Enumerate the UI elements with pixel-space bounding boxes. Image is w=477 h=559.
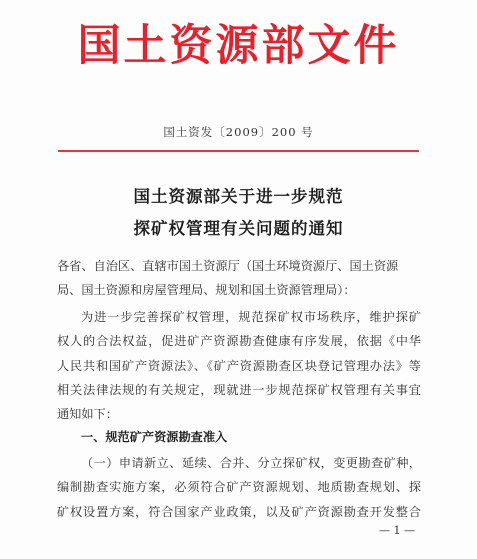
document-number: 国土资发〔2009〕200 号 bbox=[163, 125, 314, 139]
paragraph-line: 编制勘查实施方案，必须符合矿产资源规划、地质勘查规划、探 bbox=[57, 480, 421, 495]
title-line-1: 国土资源部关于进一步规范 bbox=[133, 187, 344, 206]
addressee-block bbox=[57, 254, 421, 303]
paragraph-2 bbox=[57, 451, 421, 524]
paragraph-line: 通知如下： bbox=[57, 407, 118, 422]
addressee-line: 局、国土资源和房屋管理局、规划和国土资源管理局）： bbox=[57, 283, 356, 298]
paragraph-1 bbox=[57, 305, 421, 426]
page-number: — 1 — bbox=[379, 524, 415, 537]
paragraph-line: （一）申请新立、延续、合并、分立探矿权，变更勘查矿种， bbox=[81, 456, 421, 470]
section-heading-1: 一、规范矿产资源勘查准入 bbox=[81, 430, 228, 444]
paragraph-line: 权人的合法权益，促进矿产资源勘查健康有序发展，依据《中华 bbox=[57, 334, 421, 349]
paragraph-line: 矿权设置方案，符合国家产业政策，以及矿产资源勘查开发整合 bbox=[57, 504, 421, 519]
red-divider-rule bbox=[58, 150, 419, 152]
addressee-line: 各省、自治区、直辖市国土资源厅（国土环境资源厅、国土资源 bbox=[57, 259, 399, 273]
paragraph-line: 相关法律法规的有关规定，现就进一步规范探矿权管理有关事宜 bbox=[57, 382, 421, 397]
title-line-2: 探矿权管理有关问题的通知 bbox=[133, 219, 344, 238]
paragraph-line: 人民共和国矿产资源法》、《矿产资源勘查区块登记管理办法》等 bbox=[57, 358, 421, 373]
issuer-header: 国土资源部文件 bbox=[77, 21, 400, 71]
paragraph-line: 为进一步完善探矿权管理，规范探矿权市场秩序，维护探矿 bbox=[81, 310, 421, 324]
